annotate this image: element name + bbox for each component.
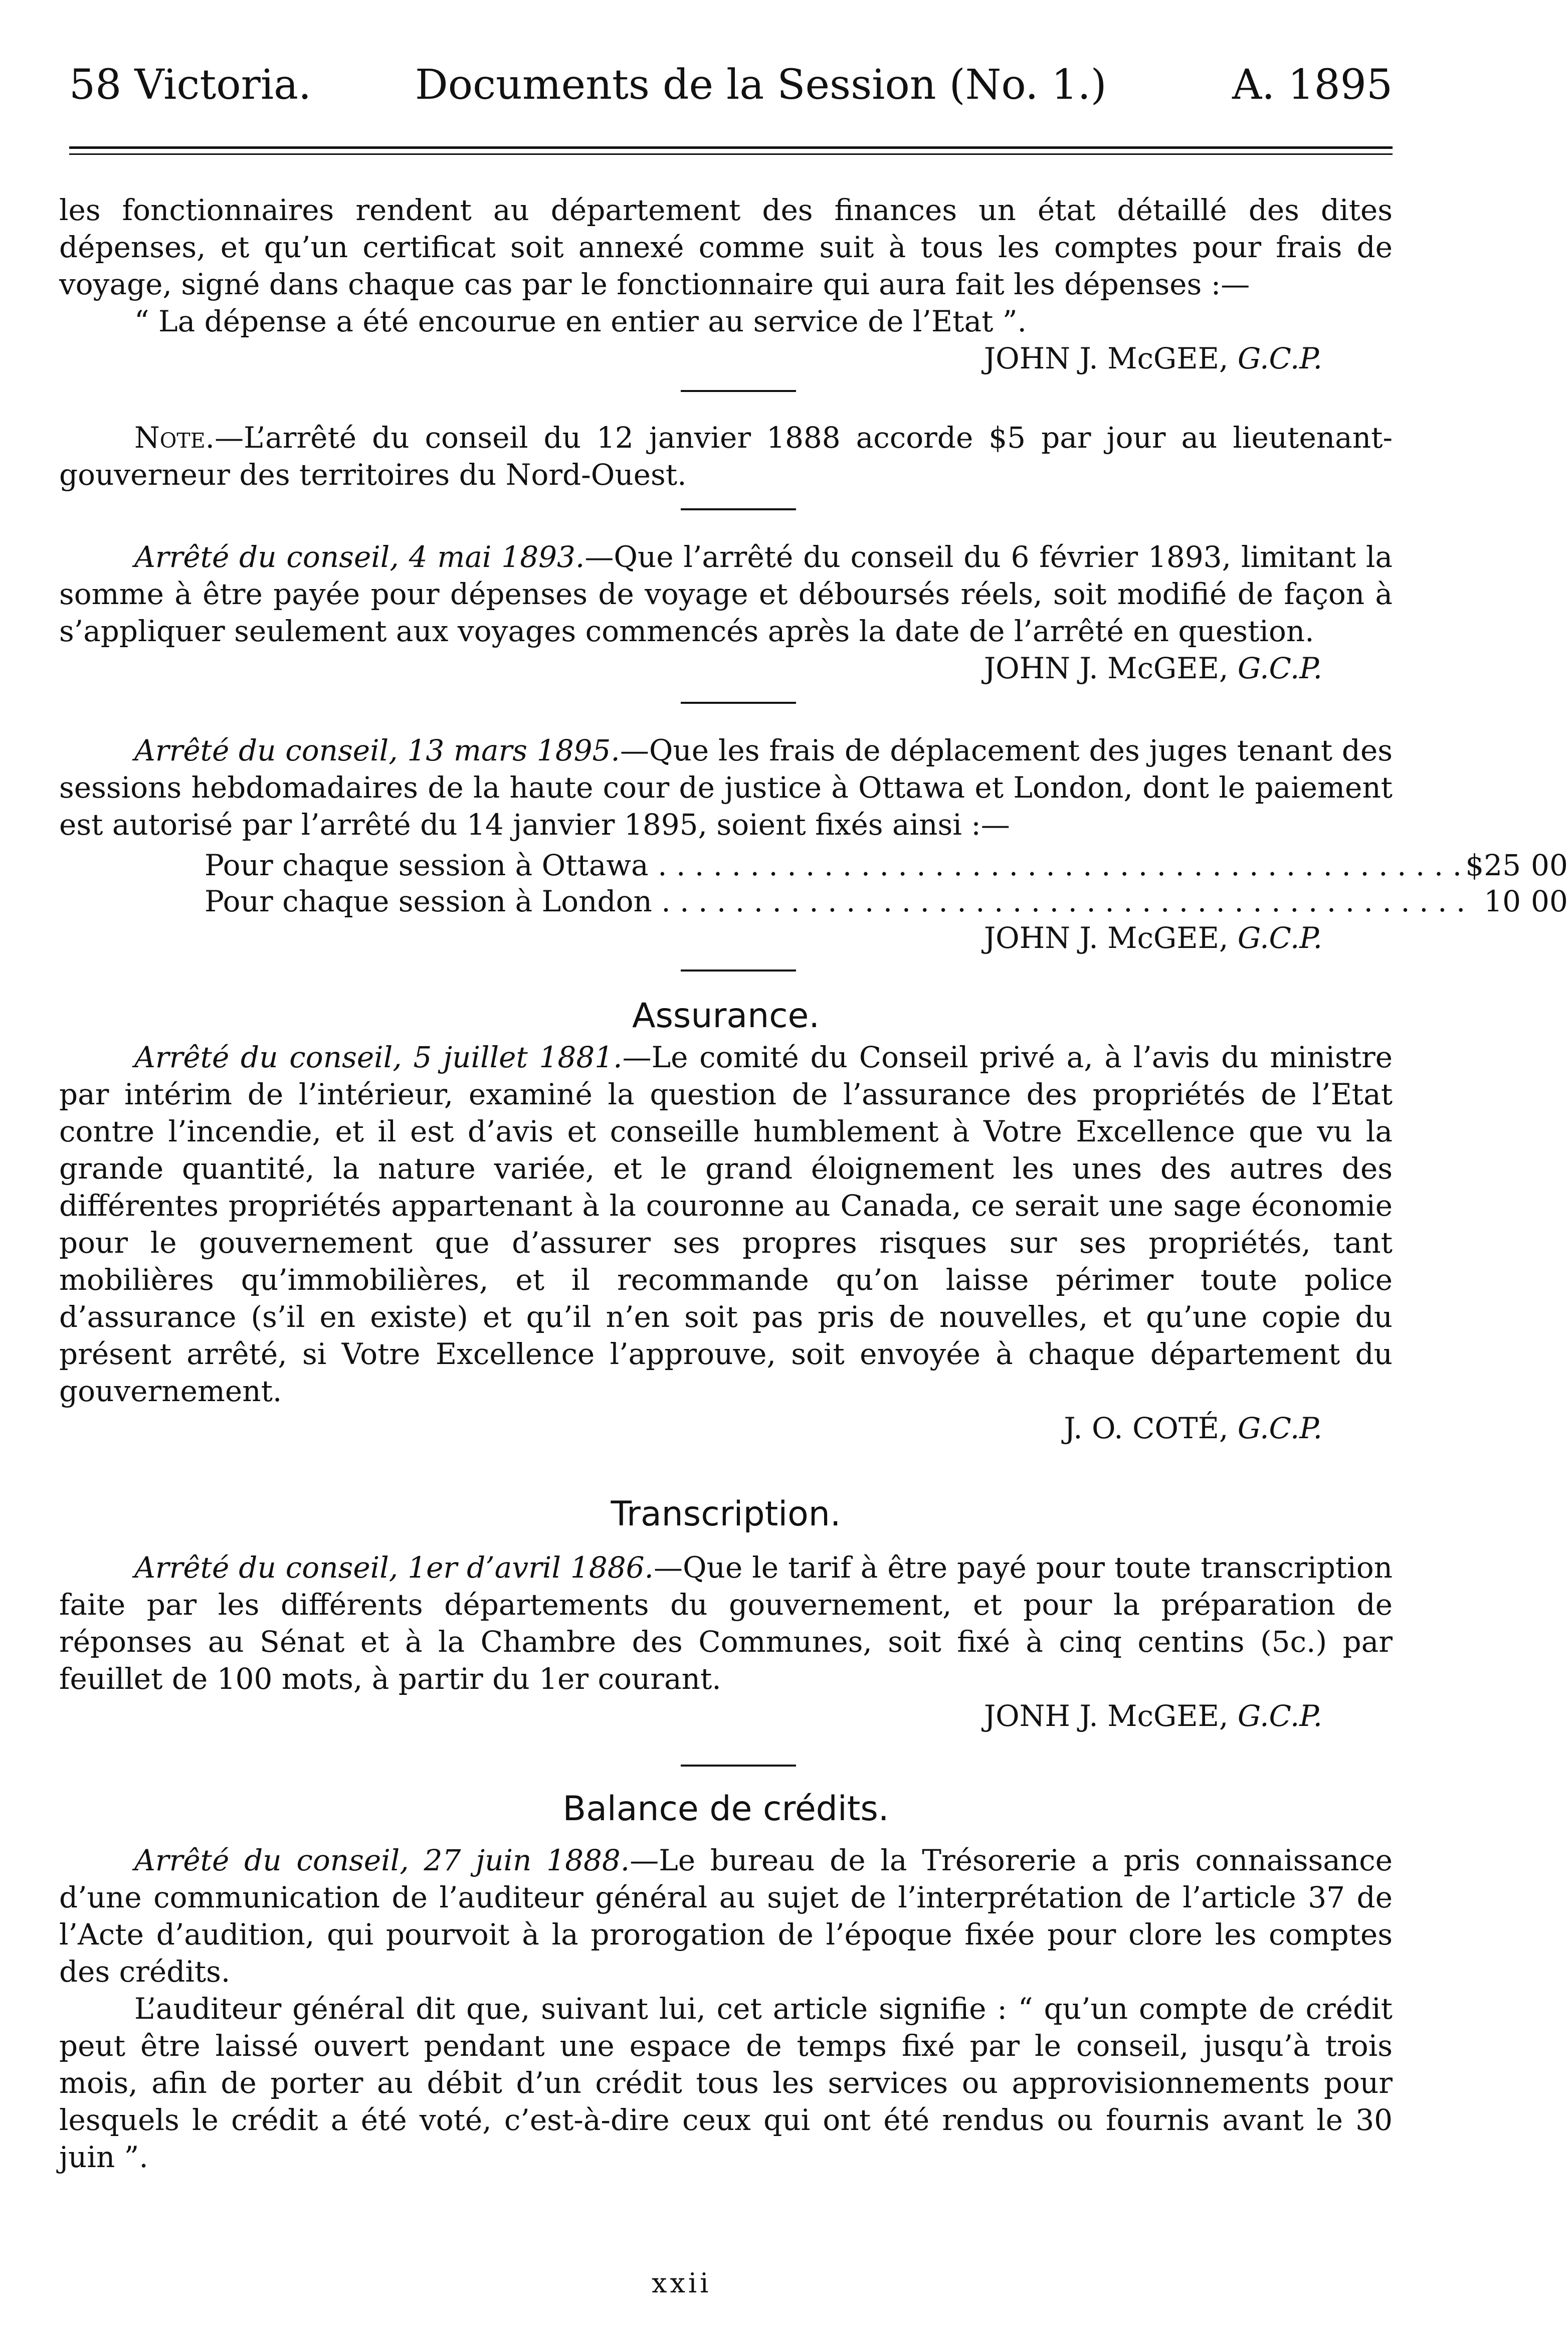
travel-expenses-paragraph: les fonctionnaires rendent au département des finances un état détaillé des dites dépenses, et qu’un certificat soit annexé comme suit à tous les comptes pour frais de voyage, signé dans chaque cas par le fonctionnaire qui aura fait les dépenses :— — [59, 193, 1393, 301]
transcription-paragraph — [59, 1549, 1393, 1697]
rate-label: Pour chaque session à Ottawa . . . . . . . . . . . . . . . . . . . . . . . . . . . . . . . . . . . . . . . . . . . . — [205, 848, 1462, 882]
signature-name: JOHN J. McGEE, — [984, 921, 1229, 955]
heading-assurance: Assurance. — [632, 996, 820, 1036]
header-rule-top — [69, 146, 1393, 149]
rate-cents: 00 — [1531, 884, 1568, 918]
rate-amount: $25 — [1465, 848, 1521, 882]
header-rule-bottom — [69, 153, 1393, 155]
page-folio: xxii — [652, 2267, 712, 2299]
signature-title: G.C.P. — [1237, 1411, 1322, 1445]
balance-date: Arrêté du conseil, 27 juin 1888. — [134, 1843, 630, 1877]
transcription-date: Arrêté du conseil, 1er d’avril 1886. — [134, 1550, 654, 1585]
rate-amount: 10 — [1484, 884, 1521, 918]
order-1893-date: Arrêté du conseil, 4 mai 1893. — [134, 540, 585, 574]
assurance-date: Arrêté du conseil, 5 juillet 1881. — [134, 1040, 623, 1074]
signature-title: G.C.P. — [1237, 341, 1322, 375]
assurance-text: —Le comité du Conseil privé a, à l’avis du ministre par intérim de l’intérieur, examiné la question de l’assurance des propriétés de l’Etat contre l’incendie, et il est d’avis et conseille humblement à Votre Excellence que vu la grande quantité, la nature variée, et le grand éloignement les unes des autres des différentes propriétés appartenant à la couronne au Canada, ce serait une sage économie pour le gouvernement que d’assurer ses propres risques sur ses propriétés, tant mobilières qu’immobilières, et il recommande qu’on laisse périmer toute police d’assurance (s’il en existe) et qu’il n’en soit pas pris de nouvelles, et qu’une copie du présent arrêté, si Votre Excellence l’approuve, soit envoyée à chaque département du gouvernement. — [59, 1040, 1393, 1408]
order-1895-date: Arrêté du conseil, 13 mars 1895. — [134, 733, 620, 767]
header-year: A. 1895 — [1232, 61, 1393, 109]
signature-mcgee-1 — [59, 340, 1393, 377]
header-title: Documents de la Session (No. 1.) — [415, 61, 1107, 109]
signature-name: J. O. COTÉ, — [1064, 1411, 1229, 1445]
order-1893-paragraph — [59, 538, 1393, 650]
running-header — [69, 55, 1393, 115]
balance-text: —Le bureau de la Trésorerie a pris connaissance d’une communication de l’auditeur général au sujet de l’interprétation de l’article 37 de l’Acte d’audition, qui pourvoit à la prorogation de l’époque fixée pour clore les comptes des crédits. — [59, 1843, 1393, 1989]
travel-expenses-quote: “ La dépense a été encourue en entier au service de l’Etat ”. — [134, 304, 1027, 338]
separator-rule — [681, 508, 796, 510]
separator-rule — [681, 702, 796, 704]
order-1895-text: —Que les frais de déplacement des juges tenant des sessions hebdomadaires de la haute cour de justice à Ottawa et London, dont le paiement est autorisé par l’arrêté du 14 janvier 1895, soient fixés ainsi :— — [59, 733, 1393, 842]
signature-title: G.C.P. — [1237, 921, 1322, 955]
note-paragraph — [59, 419, 1393, 493]
body-text — [59, 191, 1568, 2176]
signature-name: JOHN J. McGEE, — [984, 651, 1229, 685]
separator-rule — [681, 1765, 796, 1767]
heading-transcription: Transcription. — [611, 1494, 841, 1534]
signature-name: JOHN J. McGEE, — [984, 341, 1229, 375]
rate-cents: 00 — [1531, 848, 1568, 882]
rates-table — [205, 847, 1568, 919]
signature-cote — [59, 1410, 1393, 1447]
note-text: —L’arrêté du conseil du 12 janvier 1888 accorde $5 par jour au lieutenant-gouverneur des territoires du Nord-Ouest. — [59, 421, 1393, 492]
balance-paragraph — [59, 1842, 1393, 1990]
signature-name: JONH J. McGEE, — [984, 1699, 1229, 1733]
signature-title: G.C.P. — [1237, 1699, 1322, 1733]
rate-row-ottawa — [205, 847, 1568, 883]
signature-title: G.C.P. — [1237, 651, 1322, 685]
assurance-paragraph — [59, 1039, 1393, 1410]
transcription-text: —Que le tarif à être payé pour toute transcription faite par les différents départements du gouvernement, et pour la préparation de réponses au Sénat et à la Chambre des Communes, soit fixé à cinq centins (5c.) par feuillet de 100 mots, à partir du 1er courant. — [59, 1550, 1393, 1696]
header-volume: 58 Victoria. — [69, 61, 312, 109]
rate-row-london — [205, 883, 1568, 919]
note-label: Note. — [134, 421, 215, 455]
order-1895-paragraph — [59, 732, 1393, 843]
order-1893-text: —Que l’arrêté du conseil du 6 février 1893, limitant la somme à être payée pour dépenses de voyage et déboursés réels, soit modifié de façon à s’appliquer seulement aux voyages commencés après la date de l’arrêté en question. — [59, 540, 1393, 648]
separator-rule — [681, 969, 796, 972]
signature-mcgee-4 — [59, 1697, 1393, 1734]
heading-balance: Balance de crédits. — [562, 1789, 889, 1829]
signature-mcgee-2 — [59, 650, 1393, 687]
signature-mcgee-3 — [59, 919, 1393, 956]
balance-paragraph-2: L’auditeur général dit que, suivant lui, cet article signifie : “ qu’un compte de crédit peut être laissé ouvert pendant une espace de temps fixé par le conseil, jusqu’à trois mois, afin de porter au débit d’un crédit tous les services ou approvisionnements pour lesquels le crédit a été voté, c’est-à-dire ceux qui ont été rendus ou fournis avant le 30 juin ”. — [59, 1992, 1393, 2174]
separator-rule — [681, 390, 796, 392]
rate-label: Pour chaque session à London . . . . . . . . . . . . . . . . . . . . . . . . . . . . . . . . . . . . . . . . . . . . — [205, 884, 1466, 918]
